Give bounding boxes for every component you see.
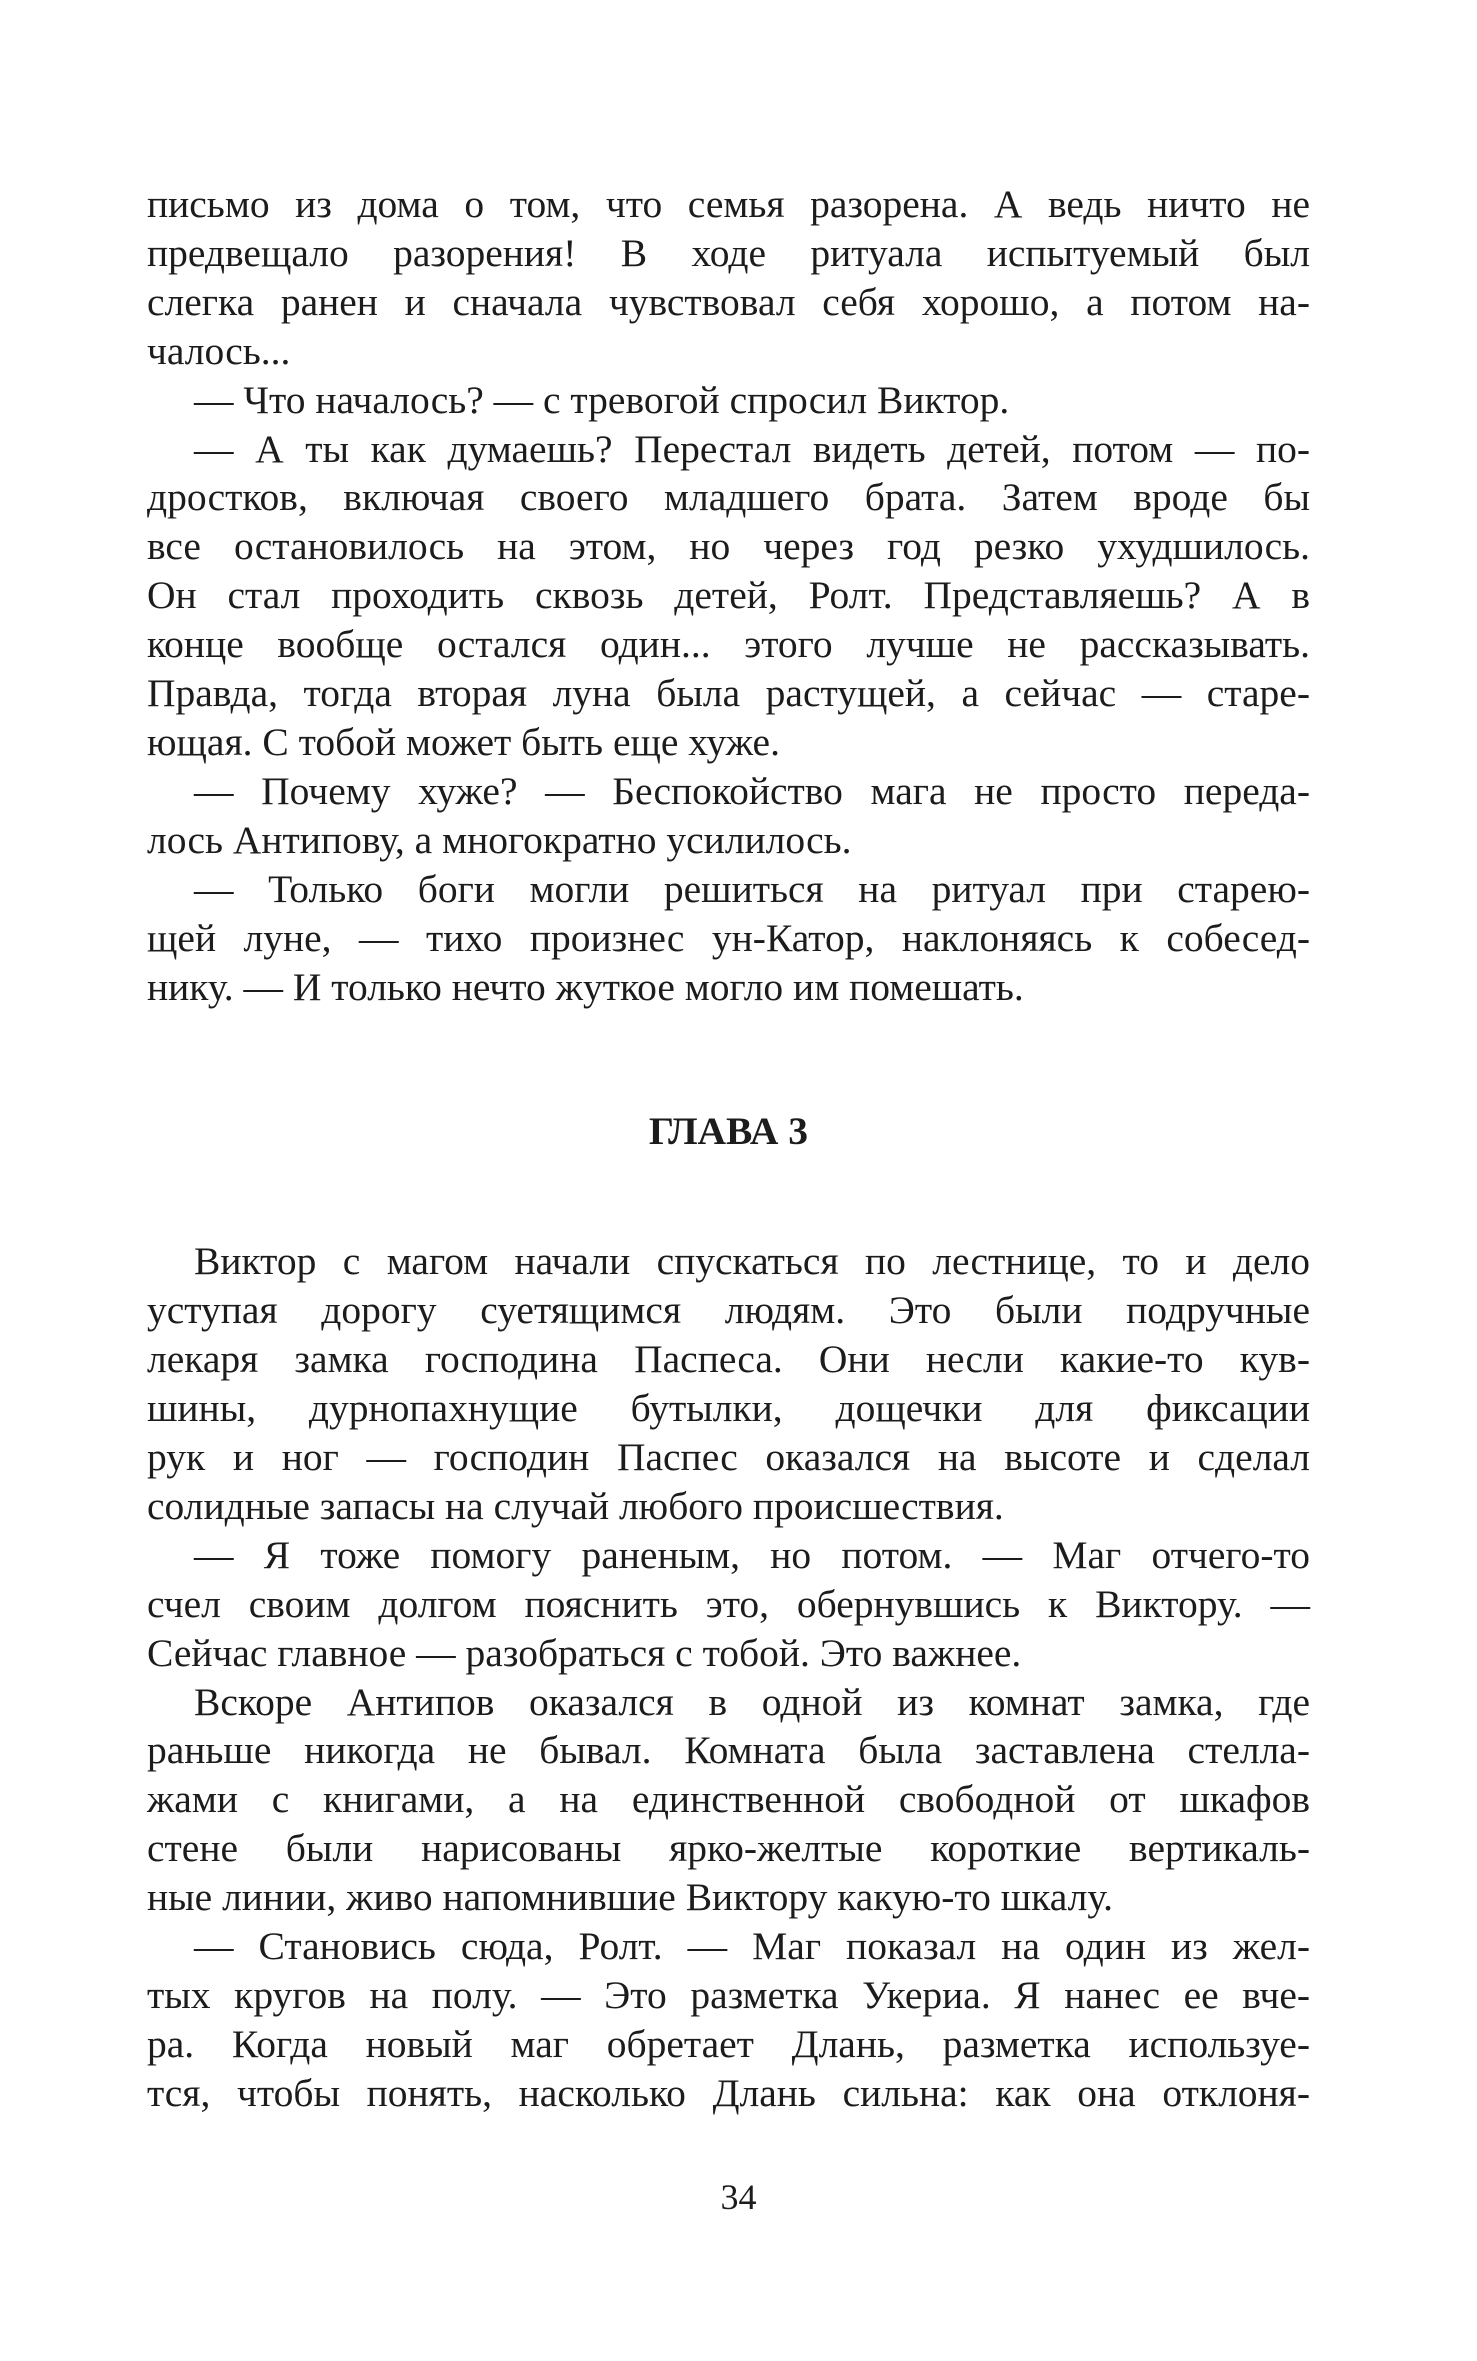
text-block-chapter-3 bbox=[147, 1237, 1310, 2117]
text-line: Виктор с магом начали спускаться по лестнице, то и дело bbox=[194, 1239, 1310, 1284]
text-line: Он стал проходить сквозь детей, Ролт. Представляешь? А в bbox=[147, 573, 1310, 618]
text-line: — Становись сюда, Ролт. — Маг показал на один из жел- bbox=[194, 1924, 1310, 1969]
text-line: ющая. С тобой может быть еще хуже. bbox=[147, 719, 780, 764]
text-line: уступая дорогу суетящимся людям. Это были подручные bbox=[147, 1288, 1310, 1333]
text-line: письмо из дома о том, что семья разорена. А ведь ничто не bbox=[147, 182, 1310, 226]
text-line: рук и ног — господин Паспес оказался на высоте и сделал bbox=[147, 1435, 1310, 1480]
text-line: — Что началось? — с тревогой спросил Виктор. bbox=[194, 377, 1010, 422]
text-line: лекаря замка господина Паспеса. Они несли какие-то кув- bbox=[147, 1337, 1310, 1382]
text-block-before-chapter bbox=[147, 180, 1310, 1011]
text-line: предвещало разорения! В ходе ритуала испытуемый был bbox=[147, 230, 1310, 275]
text-line: — Я тоже помогу раненым, но потом. — Маг отчего-то bbox=[194, 1532, 1310, 1577]
text-line: — А ты как думаешь? Перестал видеть детей, потом — по- bbox=[194, 426, 1310, 471]
text-line: — Только боги могли решиться на ритуал при старею- bbox=[194, 866, 1310, 911]
text-line: щей луне, — тихо произнес ун-Катор, наклоняясь к собесед- bbox=[147, 915, 1310, 960]
text-line: конце вообще остался один... этого лучше не рассказывать. bbox=[147, 622, 1310, 667]
text-line: дростков, включая своего младшего брата. Затем вроде бы bbox=[147, 475, 1310, 520]
text-line: чалось... bbox=[147, 328, 291, 373]
text-line: лось Антипову, а многократно усилилось. bbox=[147, 817, 852, 862]
text-line: нику. — И только нечто жуткое могло им помешать. bbox=[147, 964, 1024, 1009]
text-line: ные линии, живо напомнившие Виктору какую-то шкалу. bbox=[147, 1875, 1114, 1920]
text-line: раньше никогда не бывал. Комната была заставлена стелла- bbox=[147, 1728, 1310, 1773]
text-line: стене были нарисованы ярко-желтые короткие вертикаль- bbox=[147, 1826, 1310, 1871]
text-line: все остановилось на этом, но через год резко ухудшилось. bbox=[147, 524, 1310, 569]
text-line: шины, дурнопахнущие бутылки, дощечки для фиксации bbox=[147, 1386, 1310, 1431]
text-line: Правда, тогда вторая луна была растущей, а сейчас — старе- bbox=[147, 671, 1310, 716]
book-page bbox=[147, 180, 1310, 2118]
text-line: счел своим долгом пояснить это, обернувшись к Виктору. — bbox=[147, 1581, 1310, 1626]
text-line: солидные запасы на случай любого происшествия. bbox=[147, 1483, 1004, 1528]
text-line: слегка ранен и сначала чувствовал себя хорошо, а потом на- bbox=[147, 279, 1310, 324]
text-line: Вскоре Антипов оказался в одной из комнат замка, где bbox=[194, 1679, 1310, 1724]
text-line: — Почему хуже? — Беспокойство мага не просто переда- bbox=[194, 768, 1310, 813]
text-line: жами с книгами, а на единственной свободной от шкафов bbox=[147, 1777, 1310, 1822]
text-line: ра. Когда новый маг обретает Длань, разметка используе- bbox=[147, 2021, 1310, 2066]
page-number: 34 bbox=[720, 2177, 757, 2217]
text-line: тся, чтобы понять, насколько Длань сильна: как она отклоня- bbox=[147, 2070, 1310, 2115]
text-line: Сейчас главное — разобраться с тобой. Это важнее. bbox=[147, 1630, 1022, 1675]
chapter-heading: ГЛАВА 3 bbox=[648, 1109, 809, 1154]
text-line: тых кругов на полу. — Это разметка Укериа. Я нанес ее вче- bbox=[147, 1973, 1310, 2017]
